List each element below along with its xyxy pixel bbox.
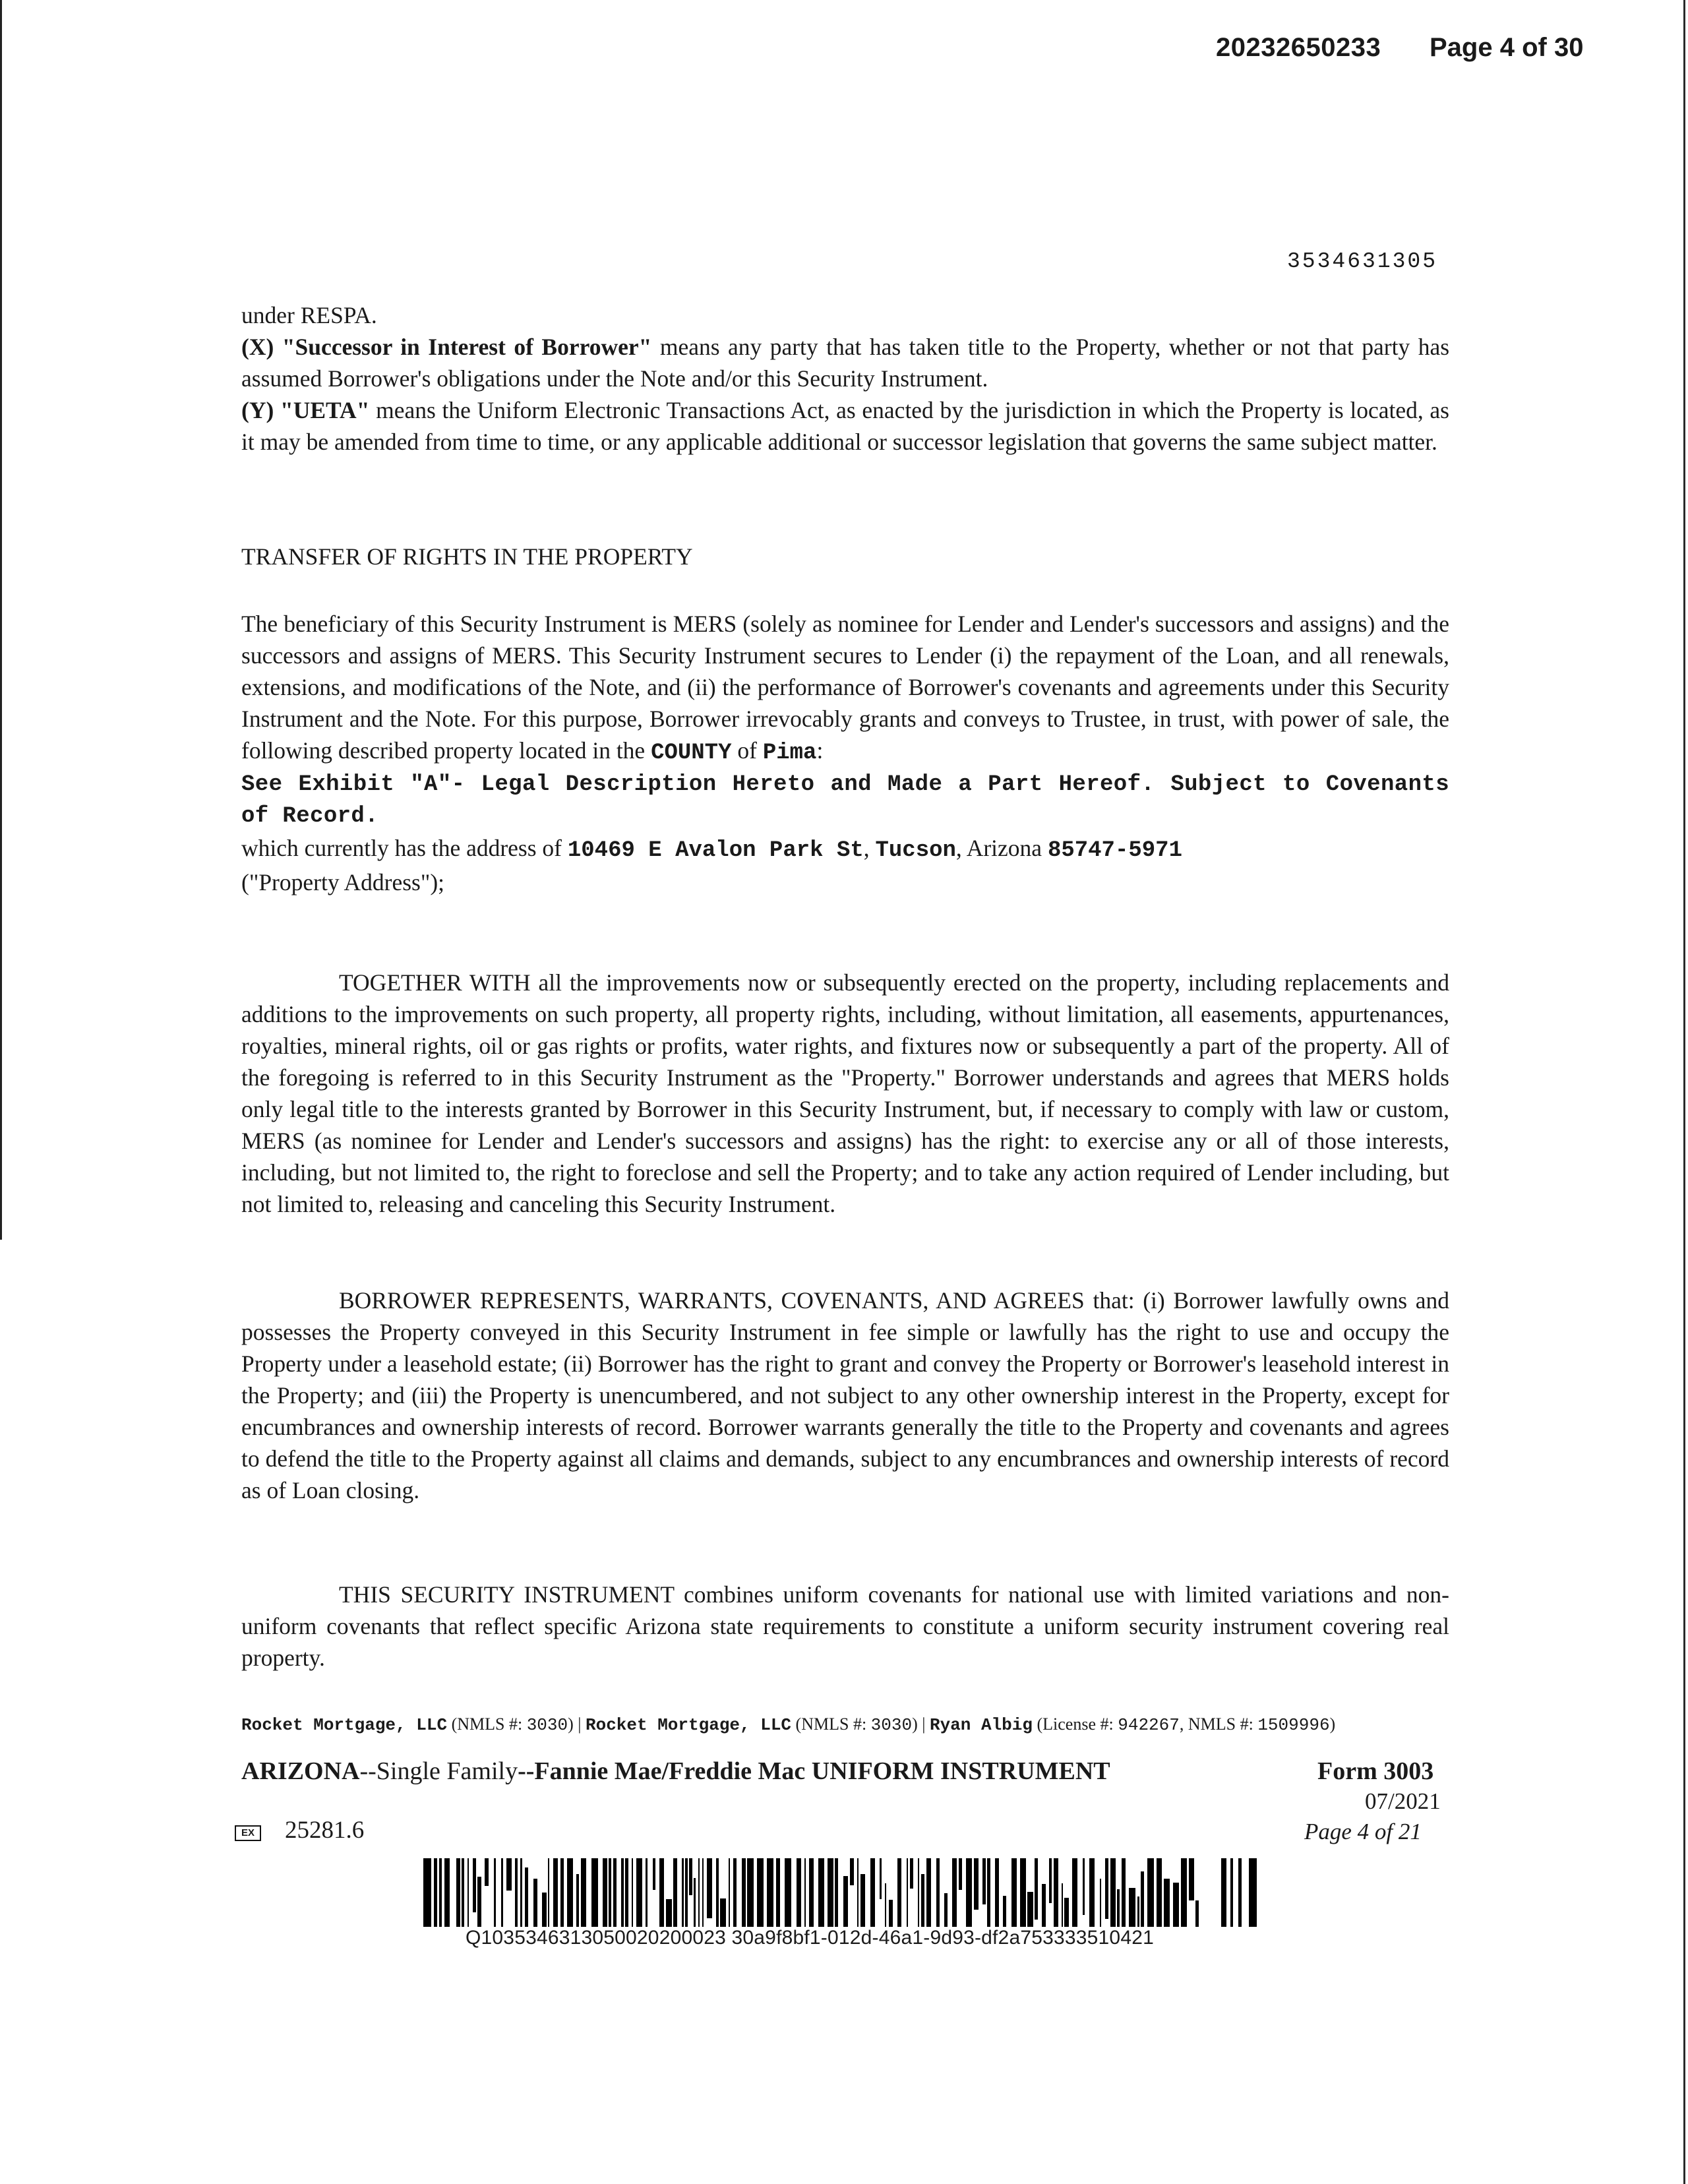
barcode-bar <box>742 1858 746 1927</box>
barcode-bar <box>921 1874 924 1927</box>
barcode-bar <box>625 1858 628 1927</box>
barcode-bar <box>673 1858 677 1927</box>
barcode-bar <box>1035 1858 1038 1920</box>
barcode-bar <box>553 1858 558 1927</box>
definitions-section <box>241 299 1449 458</box>
security-instrument-paragraph <box>241 1579 1449 1674</box>
barcode-bar <box>987 1858 990 1927</box>
loan-officer: Ryan Albig <box>929 1715 1033 1735</box>
barcode-bar <box>1230 1858 1233 1927</box>
license-number: 942267 <box>1118 1715 1180 1735</box>
barcode-bar <box>818 1858 824 1927</box>
barcode-bar <box>467 1858 469 1927</box>
barcode-bar <box>889 1900 893 1927</box>
barcode-bar <box>767 1858 773 1927</box>
address-lead: which currently has the address of <box>241 835 568 861</box>
scan-edge-right <box>1683 0 1685 2184</box>
barcode-bar <box>621 1858 624 1927</box>
county-name: Pima <box>762 741 817 766</box>
lender-1: Rocket Mortgage, LLC <box>241 1715 448 1735</box>
barcode-bar <box>944 1893 948 1927</box>
barcode-bar <box>1141 1871 1144 1927</box>
barcode-bar <box>835 1858 838 1927</box>
barcode-bar <box>520 1858 522 1927</box>
barcode-bar <box>716 1858 719 1927</box>
barcode-bar <box>567 1858 573 1927</box>
barcode-bar <box>494 1858 496 1927</box>
barcode-bar <box>910 1858 913 1889</box>
barcode-bar <box>533 1879 537 1927</box>
barcode-bar <box>952 1858 957 1927</box>
barcode-bar <box>1105 1858 1108 1919</box>
barcode-bar <box>747 1858 754 1927</box>
transfer-body: The beneficiary of this Security Instrument is MERS (solely as nominee for Lender and Lender's successors and assigns) and the successors and assigns of MERS. This Security Instrument secures to Lender (i) the repayment of the Loan, and all renewals, extensions, and modifications of the Note, and (ii) the performance of Borrower's covenants and agreements under this Security Instrument and the Note. For this purpose, Borrower irrevocably grants and conveys to Trustee, in trust, with power of sale, the following described property located in the <box>241 611 1449 764</box>
definition-x <box>241 331 1449 394</box>
barcode-bar <box>1181 1858 1187 1927</box>
barcode-bar <box>434 1858 437 1927</box>
page-indicator: Page 4 of 30 <box>1430 33 1584 62</box>
barcode-bar <box>702 1858 704 1927</box>
barcode-bar <box>456 1858 460 1927</box>
barcode-bar <box>776 1858 780 1927</box>
together-with-paragraph <box>241 967 1449 1220</box>
barcode-bar <box>1221 1858 1226 1927</box>
barcode-bar <box>689 1858 692 1895</box>
recording-number: 20232650233 <box>1216 33 1381 62</box>
transfer-heading: TRANSFER OF RIGHTS IN THE PROPERTY <box>241 543 693 570</box>
barcode-bar <box>733 1858 737 1927</box>
form-family: Single Family <box>376 1757 518 1785</box>
version-number: 25281.6 <box>285 1817 365 1844</box>
barcode-bar <box>636 1858 642 1927</box>
barcode-bar <box>1238 1858 1242 1927</box>
close-paren: ) <box>1329 1714 1336 1734</box>
barcode-bar <box>966 1858 972 1927</box>
barcode-bar <box>1110 1858 1116 1927</box>
barcode-bar <box>1137 1896 1139 1927</box>
security-instrument-text: THIS SECURITY INSTRUMENT combines uniform covenants for national use with limited variations and non-uniform covenants that reflect specific Arizona state requirements to constitute a uniform security instrument covering real property. <box>241 1581 1449 1671</box>
barcode-bar <box>897 1858 901 1927</box>
property-address-line <box>241 832 1449 866</box>
separator-2: ) | <box>912 1714 930 1734</box>
loan-number: 3534631305 <box>1287 249 1438 274</box>
barcode-bar <box>473 1858 476 1912</box>
definition-y-term: "UETA" <box>280 397 370 423</box>
barcode-bar <box>1011 1858 1017 1927</box>
nmls-number-1: 3030 <box>526 1715 568 1735</box>
borrower-represents-paragraph <box>241 1285 1449 1506</box>
barcode-bar <box>444 1858 450 1927</box>
barcode-bar <box>1089 1858 1095 1927</box>
barcode-bar <box>542 1893 547 1927</box>
lender-2: Rocket Mortgage, LLC <box>585 1715 792 1735</box>
borrower-represents-text: BORROWER REPRESENTS, WARRANTS, COVENANTS, AND AGREES that: (i) Borrower lawfully owns and possesses the Property conveyed in this Security Instrument in fee simple or lawfully has the right to use and occupy the Property under a leasehold estate; (ii) Borrower has the right to grant and convey the Property or Borrower's leasehold interest in the Property; and (iii) the Property is unencumbered, and not subject to any other ownership interest in the Property, except for encumbrances and ownership interests of record. Borrower warrants generally the title to the Property and covenants and agrees to defend the title to the Property against all claims and demands, subject to any encumbrances and ownership interests of record as of Loan closing. <box>241 1287 1449 1503</box>
city-name: Tucson <box>875 838 956 863</box>
barcode-bar <box>982 1858 986 1904</box>
barcode-bar <box>1122 1858 1126 1927</box>
barcode-bar <box>720 1898 726 1927</box>
respa-tail: under RESPA. <box>241 302 377 328</box>
barcode-bar <box>857 1858 859 1927</box>
barcode-bar <box>525 1867 528 1927</box>
definition-y-label: (Y) <box>241 397 274 423</box>
barcode-bar <box>501 1858 503 1927</box>
definition-x-label: (X) <box>241 334 274 360</box>
barcode-bar <box>995 1858 999 1927</box>
scan-edge-left <box>0 0 2 1240</box>
document-barcode <box>423 1858 1261 1927</box>
barcode-bar <box>694 1878 696 1927</box>
barcode-bar <box>1100 1879 1101 1927</box>
barcode-bar <box>1020 1858 1026 1927</box>
barcode-bar <box>603 1858 607 1927</box>
nmls-label-2: (NMLS #: <box>791 1714 871 1734</box>
street-address: 10469 E Avalon Park St <box>567 838 864 863</box>
barcode-bar <box>515 1858 518 1927</box>
definition-y <box>241 394 1449 458</box>
barcode-bar <box>506 1858 512 1891</box>
barcode-bar <box>959 1858 962 1890</box>
barcode-bar <box>809 1858 814 1927</box>
barcode-bar <box>609 1858 611 1927</box>
form-page: Page 4 of 21 <box>1304 1819 1422 1844</box>
form-dash-1: -- <box>359 1757 377 1785</box>
barcode-bar <box>439 1858 442 1927</box>
form-id: Form 3003 <box>1317 1757 1434 1785</box>
barcode-bar <box>860 1874 865 1927</box>
barcode-bar <box>548 1858 549 1927</box>
barcode-bar <box>591 1858 598 1927</box>
barcode-bar <box>785 1858 791 1927</box>
barcode-bar <box>1062 1883 1063 1927</box>
nmls-number-3: 1509996 <box>1257 1715 1330 1735</box>
barcode-bar <box>1147 1858 1154 1927</box>
barcode-bar <box>682 1858 684 1927</box>
barcode-bar <box>560 1858 564 1927</box>
barcode-bar <box>870 1858 875 1927</box>
barcode-bar <box>797 1858 801 1927</box>
barcode-bar <box>1157 1858 1162 1927</box>
barcode-bar <box>632 1858 633 1927</box>
barcode-bar <box>1054 1858 1058 1927</box>
barcode-bar <box>653 1858 655 1890</box>
separator-1: ) | <box>568 1714 586 1734</box>
barcode-bar <box>1042 1884 1046 1927</box>
transfer-text <box>241 608 1449 769</box>
barcode-text: Q1035346313050020200023 30a9f8bf1-012d-46a1-9d93-df2a753333510421 <box>466 1927 1154 1949</box>
legal-description: See Exhibit "A"- Legal Description Hereto and Made a Part Hereof. Subject to Covenants of Record. <box>241 772 1449 829</box>
barcode-bar <box>1072 1858 1077 1927</box>
barcode-bar <box>907 1858 908 1927</box>
barcode-bar <box>666 1899 672 1927</box>
barcode-bar <box>1064 1898 1069 1927</box>
barcode-bar <box>423 1858 431 1927</box>
of-word: of <box>731 737 763 764</box>
barcode-bar <box>1117 1889 1120 1927</box>
barcode-bar <box>1189 1858 1194 1900</box>
license-label: (License #: <box>1033 1714 1118 1734</box>
barcode-bar <box>936 1858 940 1927</box>
barcode-bar <box>850 1858 854 1885</box>
ellie-mae-icon: EX <box>235 1825 261 1841</box>
nmls-number-2: 3030 <box>870 1715 913 1735</box>
barcode-bar <box>707 1858 712 1918</box>
county-colon: : <box>816 737 824 764</box>
barcode-bar <box>918 1858 919 1927</box>
form-dash-2: -- <box>518 1757 535 1785</box>
barcode-bar <box>477 1877 481 1927</box>
form-date: 07/2021 <box>1365 1788 1441 1814</box>
barcode-bar <box>1164 1879 1170 1927</box>
barcode-bar <box>485 1858 489 1886</box>
barcode-bar <box>926 1858 931 1927</box>
barcode-bar <box>1083 1858 1085 1915</box>
form-state: ARIZONA <box>241 1757 360 1785</box>
zip-code: 85747-5971 <box>1047 838 1182 863</box>
barcode-bar <box>613 1858 617 1927</box>
county-word: COUNTY <box>651 741 732 766</box>
barcode-bar <box>1249 1858 1257 1927</box>
state-text: , Arizona <box>955 835 1048 861</box>
barcode-bar <box>576 1874 579 1927</box>
barcode-bar <box>828 1858 833 1927</box>
barcode-bar <box>885 1883 886 1927</box>
barcode-bar <box>581 1858 586 1927</box>
barcode-bar <box>729 1858 730 1927</box>
barcode-bar <box>1027 1892 1033 1927</box>
form-title <box>241 1757 1110 1786</box>
definition-y-text: means the Uniform Electronic Transactions Act, as enacted by the jurisdiction in which the Property is located, as it may be amended from time to time, or any applicable additional or successor legislation that governs the same subject matter. <box>241 397 1449 455</box>
barcode-bar <box>843 1876 848 1927</box>
barcode-bar <box>804 1858 806 1927</box>
barcode-bar <box>1195 1900 1199 1927</box>
barcode-bar <box>698 1858 700 1927</box>
barcode-bar <box>1129 1888 1135 1927</box>
barcode-bar <box>757 1858 764 1927</box>
barcode-bar <box>1003 1896 1006 1927</box>
definition-x-term: "Successor in Interest of Borrower" <box>282 334 652 360</box>
transfer-paragraph <box>241 608 1449 898</box>
barcode-bar <box>646 1858 648 1927</box>
barcode-bar <box>974 1858 979 1910</box>
together-with-text: TOGETHER WITH all the improvements now or subsequently erected on the property, including replacements and additions to the improvements on such property, all property rights, including, without limitation, all easements, appurtenances, royalties, mineral rights, oil or gas rights or profits, water rights, and fixtures now or subsequently a part of the property. All of the foregoing is referred to in this Security Instrument as the "Property." Borrower understands and agrees that MERS holds only legal title to the interests granted by Borrower in this Security Instrument, but, if necessary to comply with law or custom, MERS (as nominee for Lender and Lender's successors and assigns) has the right: to exercise any or all of those interests, including, but not limited to, the right to foreclose and sell the Property; and to take any action required of Lender including, but not limited to, releasing and canceling this Security Instrument. <box>241 969 1449 1217</box>
barcode-bar <box>880 1858 882 1899</box>
nmls-label-1: (NMLS #: <box>447 1714 527 1734</box>
nmls-label-3: , NMLS #: <box>1179 1714 1258 1734</box>
barcode-bar <box>1049 1858 1052 1903</box>
lender-info <box>241 1713 1449 1736</box>
barcode-bar <box>685 1858 688 1927</box>
property-address-tail: ("Property Address"); <box>241 869 445 895</box>
barcode-bar <box>1173 1883 1179 1927</box>
definition-x-text: means any party that has taken title to the Property, whether or not that party has assumed Borrower's obligations under the Note and/or this Security Instrument. <box>241 334 1450 392</box>
address-comma: , <box>863 835 876 861</box>
barcode-bar <box>659 1858 664 1927</box>
form-instrument: Fannie Mae/Freddie Mac UNIFORM INSTRUMENT <box>534 1757 1110 1785</box>
barcode-bar <box>462 1858 464 1927</box>
